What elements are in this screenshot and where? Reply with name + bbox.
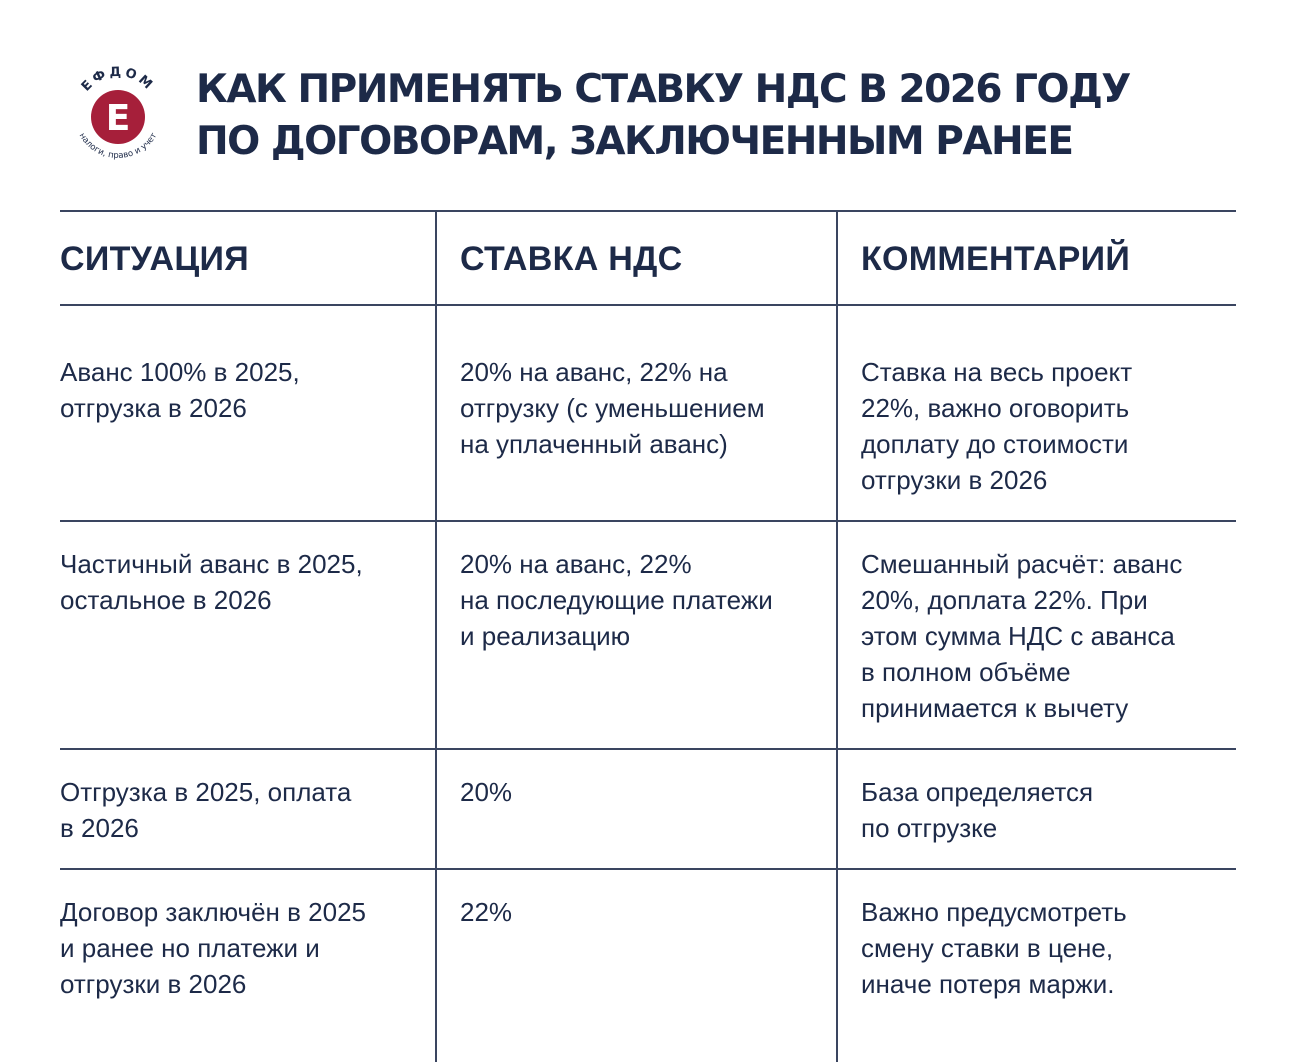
column-divider bbox=[435, 210, 437, 1062]
table-rule bbox=[60, 748, 1236, 750]
header-comment: КОММЕНТАРИЙ bbox=[861, 240, 1131, 278]
efdom-logo bbox=[66, 62, 170, 166]
row-1-rate: 20% на аванс, 22% на отгрузку (с уменьшением на уплаченный аванс) bbox=[460, 357, 765, 459]
row-2-situation: Частичный аванс в 2025, остальное в 2026 bbox=[60, 549, 363, 615]
table-rule bbox=[60, 304, 1236, 306]
row-3-comment: База определяется по отгрузке bbox=[861, 777, 1094, 843]
title-line-2: ПО ДОГОВОРАМ, ЗАКЛЮЧЕННЫМ РАНЕЕ bbox=[196, 119, 1073, 164]
title-line-1: КАК ПРИМЕНЯТЬ СТАВКУ НДС В 2026 ГОДУ bbox=[196, 67, 1130, 112]
row-2-comment: Смешанный расчёт: аванс 20%, доплата 22%. При этом сумма НДС с аванса в полном объёме принимается к вычету bbox=[861, 549, 1183, 723]
column-divider bbox=[836, 210, 838, 1062]
row-4-situation: Договор заключён в 2025 и ранее но платежи и отгрузки в 2026 bbox=[60, 897, 367, 999]
table-rule bbox=[60, 868, 1236, 870]
row-1-situation: Аванс 100% в 2025, отгрузка в 2026 bbox=[60, 357, 300, 423]
logo-letter: Е bbox=[105, 98, 131, 139]
row-4-rate: 22% bbox=[460, 897, 513, 927]
page-title bbox=[196, 64, 1130, 168]
vat-rate-table bbox=[60, 210, 1236, 1062]
row-3-situation: Отгрузка в 2025, оплата в 2026 bbox=[60, 777, 352, 843]
header-situation: СИТУАЦИЯ bbox=[60, 240, 250, 278]
row-3-rate: 20% bbox=[460, 777, 513, 807]
table-rule bbox=[60, 210, 1236, 212]
row-2-rate: 20% на аванс, 22% на последующие платежи и реализацию bbox=[460, 549, 773, 651]
header-vat-rate: СТАВКА НДС bbox=[460, 240, 683, 278]
header bbox=[0, 0, 1296, 200]
logo-brand-text: ЕФДОМ bbox=[78, 64, 158, 95]
row-4-comment: Важно предусмотреть смену ставки в цене, иначе потеря маржи. bbox=[861, 897, 1127, 999]
row-1-comment: Ставка на весь проект 22%, важно оговорить доплату до стоимости отгрузки в 2026 bbox=[861, 357, 1133, 495]
logo-tagline: налоги, право и учет bbox=[76, 131, 160, 162]
table-rule bbox=[60, 520, 1236, 522]
